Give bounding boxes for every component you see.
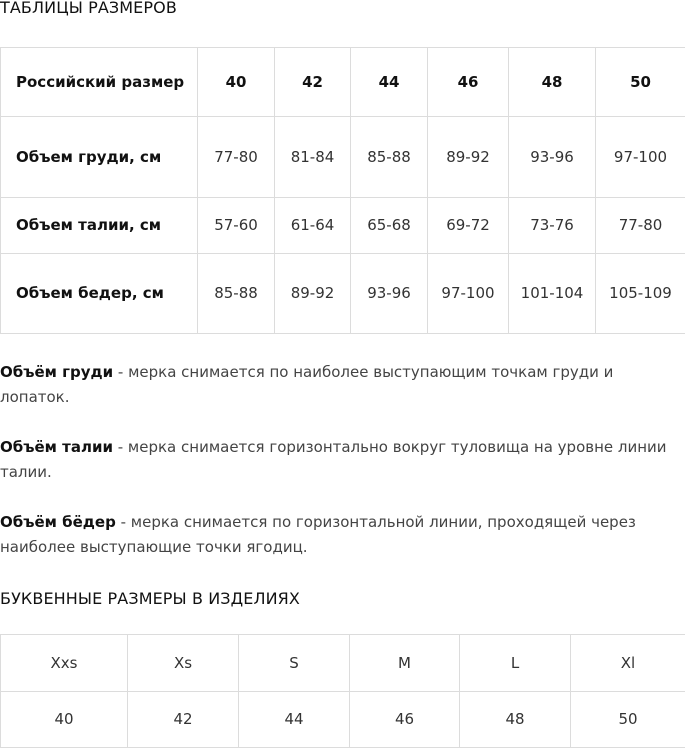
number-cell-46: 46 <box>350 692 460 748</box>
chest-cell-44: 85-88 <box>351 117 428 198</box>
chest-row-label: Объем груди, см <box>1 117 198 198</box>
hips-row-label: Объем бедер, см <box>1 254 198 334</box>
chest-cell-48: 93-96 <box>509 117 596 198</box>
table-row-waist <box>1 198 685 254</box>
table-row-chest <box>1 117 685 198</box>
number-row <box>1 692 685 748</box>
waist-cell-44: 65-68 <box>351 198 428 254</box>
hips-cell-46: 97-100 <box>428 254 509 334</box>
letter-size-table <box>0 634 685 748</box>
hips-cell-48: 101-104 <box>509 254 596 334</box>
size-table-header-row <box>1 48 685 117</box>
chest-note-text: - мерка снимается по наиболее выступающим точкам груди и лопаток. <box>0 363 613 406</box>
size-44-header: 44 <box>351 48 428 117</box>
waist-note-text: - мерка снимается горизонтально вокруг туловища на уровне линии талии. <box>0 438 667 481</box>
waist-measurement-note <box>0 435 685 485</box>
size-50-header: 50 <box>596 48 685 117</box>
number-cell-48: 48 <box>460 692 571 748</box>
letter-cell-m: M <box>350 635 460 692</box>
table-row-hips <box>1 254 685 334</box>
size-46-header: 46 <box>428 48 509 117</box>
chest-cell-46: 89-92 <box>428 117 509 198</box>
chest-note-term: Объём груди <box>0 363 113 381</box>
waist-row-label: Объем талии, см <box>1 198 198 254</box>
number-cell-44: 44 <box>239 692 350 748</box>
chest-cell-50: 97-100 <box>596 117 685 198</box>
hips-cell-40: 85-88 <box>198 254 275 334</box>
waist-cell-50: 77-80 <box>596 198 685 254</box>
letter-cell-xxs: Xxs <box>1 635 128 692</box>
size-table-heading: ТАБЛИЦЫ РАЗМЕРОВ <box>0 0 177 17</box>
size-42-header: 42 <box>275 48 351 117</box>
hips-cell-50: 105-109 <box>596 254 685 334</box>
size-table <box>0 47 685 334</box>
hips-cell-44: 93-96 <box>351 254 428 334</box>
chest-cell-42: 81-84 <box>275 117 351 198</box>
hips-cell-42: 89-92 <box>275 254 351 334</box>
letter-cell-l: L <box>460 635 571 692</box>
size-48-header: 48 <box>509 48 596 117</box>
hips-measurement-note <box>0 510 685 560</box>
waist-cell-42: 61-64 <box>275 198 351 254</box>
hips-note-text: - мерка снимается по горизонтальной линии, проходящей через наиболее выступающие точки ягодиц. <box>0 513 636 556</box>
waist-note-term: Объём талии <box>0 438 113 456</box>
waist-cell-46: 69-72 <box>428 198 509 254</box>
chest-measurement-note <box>0 360 685 410</box>
waist-cell-48: 73-76 <box>509 198 596 254</box>
number-cell-50: 50 <box>571 692 685 748</box>
size-40-header: 40 <box>198 48 275 117</box>
letter-cell-s: S <box>239 635 350 692</box>
number-cell-42: 42 <box>128 692 239 748</box>
number-cell-40: 40 <box>1 692 128 748</box>
letter-sizes-heading: БУКВЕННЫЕ РАЗМЕРЫ В ИЗДЕЛИЯХ <box>0 589 300 608</box>
letter-row <box>1 635 685 692</box>
russian-size-header: Российский размер <box>1 48 198 117</box>
letter-cell-xs: Xs <box>128 635 239 692</box>
hips-note-term: Объём бёдер <box>0 513 116 531</box>
letter-cell-xl: Xl <box>571 635 685 692</box>
waist-cell-40: 57-60 <box>198 198 275 254</box>
chest-cell-40: 77-80 <box>198 117 275 198</box>
